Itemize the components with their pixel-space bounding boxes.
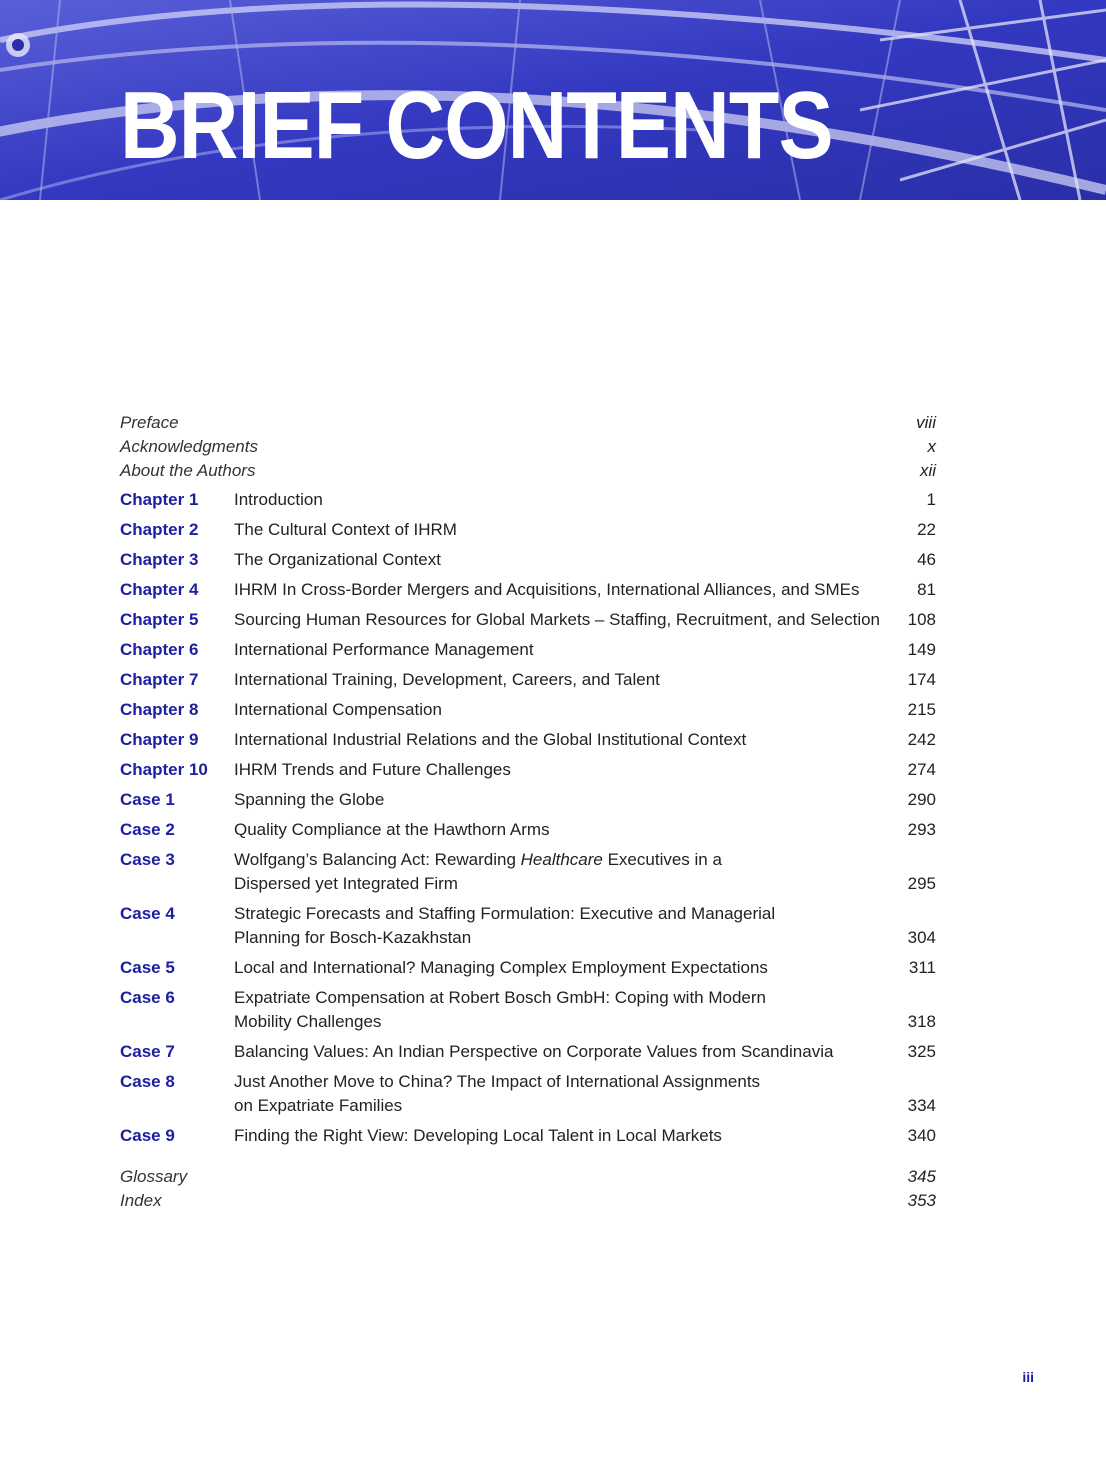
toc-entry-page: 340 (907, 1126, 936, 1145)
toc-entry-label: Chapter 5 (120, 610, 199, 629)
toc-entry-title (234, 608, 880, 632)
toc-entry-page: 108 (907, 610, 936, 629)
toc-entry-text: Finding the Right View: Developing Local Talent in Local Markets (234, 1126, 722, 1145)
toc-entry-line (234, 1094, 880, 1118)
toc-entry-title (234, 818, 880, 842)
front-matter-list (120, 410, 936, 482)
toc-entry-line (234, 872, 880, 896)
toc-entry-text: Introduction (234, 490, 323, 509)
toc-entry-page: 311 (908, 958, 936, 977)
toc-entry (120, 1064, 936, 1118)
toc-entry (120, 812, 936, 842)
toc-entry-line (234, 548, 880, 572)
toc-entry-title (234, 1040, 880, 1064)
toc-entry-line (234, 902, 880, 926)
toc-entry-text: on Expatriate Families (234, 1096, 403, 1115)
toc-entry-text: Quality Compliance at the Hawthorn Arms (234, 820, 550, 839)
toc-entry-label: Chapter 2 (120, 520, 199, 539)
toc-entry-page: 295 (907, 874, 936, 893)
toc-entry (120, 896, 936, 950)
toc-entry-page: 149 (907, 640, 936, 659)
toc-entry-label: Case 9 (120, 1126, 175, 1145)
toc-entry-label: Chapter 8 (120, 700, 199, 719)
toc-entry-text: Just Another Move to China? The Impact of International Assignments (234, 1072, 761, 1091)
back-matter-item (120, 1164, 936, 1188)
toc-entry-line (234, 1070, 880, 1094)
back-matter-page: 353 (907, 1191, 936, 1210)
toc-entry-line (234, 1010, 880, 1034)
toc-entry-page: 1 (926, 490, 936, 509)
toc-entry (120, 542, 936, 572)
toc-entry-title (234, 902, 880, 950)
toc-entry-label: Case 2 (120, 820, 175, 839)
toc-entry-label: Chapter 6 (120, 640, 199, 659)
toc-entry-line (234, 518, 880, 542)
front-matter-page: x (927, 437, 936, 456)
back-matter-title: Glossary (120, 1167, 188, 1186)
toc-entry-line (234, 926, 880, 950)
toc-entry-line (234, 698, 880, 722)
toc-entry (120, 1118, 936, 1148)
toc-entry (120, 632, 936, 662)
toc-entry-text: Strategic Forecasts and Staffing Formulation: Executive and Managerial (234, 904, 776, 923)
toc-entry-page: 290 (907, 790, 936, 809)
toc-entry-title (234, 728, 880, 752)
front-matter-page: xii (919, 461, 936, 480)
toc-entry-text: International Compensation (234, 700, 442, 719)
toc-entry-page: 334 (907, 1096, 936, 1115)
toc-entry-text: IHRM Trends and Future Challenges (234, 760, 511, 779)
back-matter-item (120, 1188, 936, 1212)
front-matter-title: Preface (120, 413, 179, 432)
toc-entry-text: Executives in a (602, 850, 722, 869)
toc-entry-line (234, 728, 880, 752)
toc-entry-title (234, 548, 880, 572)
toc-entry-label: Chapter 4 (120, 580, 199, 599)
toc-entry-page: 325 (907, 1042, 936, 1061)
toc-entry-page: 242 (907, 730, 936, 749)
toc-entry-label: Chapter 1 (120, 490, 199, 509)
toc-entry (120, 842, 936, 896)
toc-entry-title (234, 638, 880, 662)
toc-entry-label: Case 5 (120, 958, 175, 977)
toc-entry (120, 512, 936, 542)
front-matter-page: viii (916, 413, 936, 432)
toc-entry-line (234, 956, 880, 980)
toc-entry-line (234, 848, 880, 872)
toc-entry-text: International Training, Development, Careers, and Talent (234, 670, 660, 689)
back-matter-page: 345 (907, 1167, 936, 1186)
toc-entry-page: 293 (907, 820, 936, 839)
toc-entry-label: Chapter 3 (120, 550, 199, 569)
toc-entry-title (234, 668, 880, 692)
toc-entry (120, 782, 936, 812)
toc-entry-text: International Performance Management (234, 640, 534, 659)
toc-entry-text: Dispersed yet Integrated Firm (234, 874, 458, 893)
toc-entry-title (234, 1070, 880, 1118)
toc-entry-title (234, 698, 880, 722)
toc-entry-line (234, 1040, 880, 1064)
toc-entry-text: Spanning the Globe (234, 790, 385, 809)
toc-entry-text: The Cultural Context of IHRM (234, 520, 457, 539)
toc-entry-text: The Organizational Context (234, 550, 441, 569)
toc-entry-page: 81 (917, 580, 936, 599)
table-of-contents (120, 410, 936, 1212)
back-matter-list (120, 1164, 936, 1212)
front-matter-item (120, 458, 936, 482)
toc-entry-line (234, 818, 880, 842)
toc-entry-title (234, 848, 880, 896)
toc-entry (120, 602, 936, 632)
toc-entry-line (234, 1124, 880, 1148)
toc-entry-text: Expatriate Compensation at Robert Bosch GmbH: Coping with Modern (234, 988, 766, 1007)
toc-entry-title (234, 758, 880, 782)
toc-entry-line (234, 788, 880, 812)
toc-entry-label: Case 7 (120, 1042, 175, 1061)
toc-entry-text: Sourcing Human Resources for Global Markets – Staffing, Recruitment, and Selection (234, 610, 880, 629)
toc-entry-title (234, 578, 880, 602)
toc-entry-line (234, 488, 880, 512)
front-matter-title: About the Authors (120, 461, 256, 480)
toc-entry-title (234, 956, 880, 980)
back-matter-title: Index (120, 1191, 162, 1210)
front-matter-title: Acknowledgments (120, 437, 258, 456)
toc-entry-label: Case 4 (120, 904, 175, 923)
toc-entry (120, 950, 936, 980)
header-banner (0, 0, 1106, 200)
toc-entry-page: 215 (907, 700, 936, 719)
toc-entry-label: Case 6 (120, 988, 175, 1007)
toc-entry-text: Mobility Challenges (234, 1012, 382, 1031)
toc-entry (120, 572, 936, 602)
toc-entry-page: 318 (907, 1012, 936, 1031)
toc-entry-page: 22 (917, 520, 936, 539)
toc-entry-text: Local and International? Managing Complex Employment Expectations (234, 958, 768, 977)
toc-entry-text: Planning for Bosch-Kazakhstan (234, 928, 472, 947)
page-title: BRIEF CONTENTS (120, 72, 833, 179)
toc-entry-title (234, 518, 880, 542)
toc-entry-label: Chapter 10 (120, 760, 208, 779)
toc-entry (120, 692, 936, 722)
toc-entry-text: IHRM In Cross-Border Mergers and Acquisitions, International Alliances, and SMEs (234, 580, 860, 599)
toc-entry-page: 304 (907, 928, 936, 947)
toc-entry (120, 722, 936, 752)
toc-entry-line (234, 668, 880, 692)
toc-entry (120, 662, 936, 692)
toc-entry-line (234, 758, 880, 782)
toc-entry-page: 174 (907, 670, 936, 689)
toc-entry-label: Case 3 (120, 850, 175, 869)
front-matter-item (120, 410, 936, 434)
toc-entry-label: Case 1 (120, 790, 175, 809)
toc-entry-line (234, 986, 880, 1010)
toc-entry-page: 46 (917, 550, 936, 569)
toc-entry-page: 274 (907, 760, 936, 779)
toc-entry (120, 980, 936, 1034)
toc-entry-italic: Healthcare (520, 850, 603, 869)
toc-entry-line (234, 608, 880, 632)
toc-entry (120, 752, 936, 782)
toc-entry-label: Case 8 (120, 1072, 175, 1091)
toc-entry-line (234, 578, 880, 602)
toc-entry (120, 482, 936, 512)
toc-entry-text: International Industrial Relations and the Global Institutional Context (234, 730, 747, 749)
toc-entry-text: Wolfgang’s Balancing Act: Rewarding (234, 850, 521, 869)
toc-entry-line (234, 638, 880, 662)
toc-entry-label: Chapter 9 (120, 730, 199, 749)
toc-entry-title (234, 488, 880, 512)
toc-entry (120, 1034, 936, 1064)
toc-entry-title (234, 986, 880, 1034)
toc-entry-text: Balancing Values: An Indian Perspective on Corporate Values from Scandinavia (234, 1042, 834, 1061)
page-number: iii (1022, 1369, 1034, 1385)
toc-entry-label: Chapter 7 (120, 670, 199, 689)
front-matter-item (120, 434, 936, 458)
toc-entry-title (234, 788, 880, 812)
toc-entry-title (234, 1124, 880, 1148)
chapter-case-list (120, 482, 936, 1148)
